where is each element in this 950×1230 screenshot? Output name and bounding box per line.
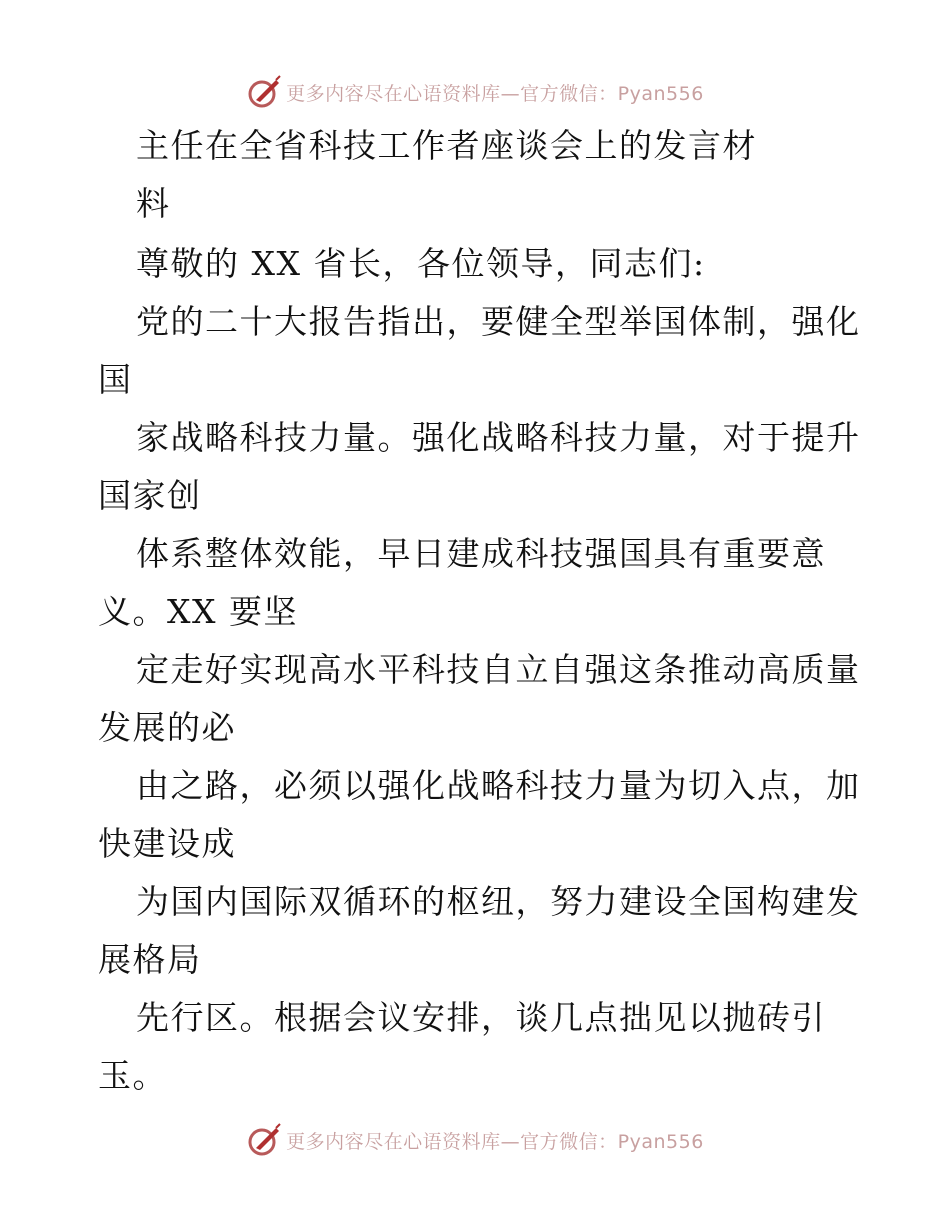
text-line: 发展的必 (98, 708, 236, 747)
text-line: 体系整体效能，早日建成科技强国具有重要意 (136, 534, 826, 573)
watermark-text: 更多内容尽在心语资料库—官方微信：Pyan556 (286, 1130, 704, 1153)
text-line: 定走好实现高水平科技自立自强这条推动高质量 (136, 650, 861, 689)
text-line: 玉。 (98, 1056, 167, 1095)
text-line: 展格局 (98, 940, 202, 979)
header-watermark (0, 72, 950, 112)
text-line: 由之路，必须以强化战略科技力量为切入点，加 (136, 766, 861, 805)
text-line: 家战略科技力量。强化战略科技力量，对于提升 (136, 418, 861, 457)
footer-watermark (0, 1120, 950, 1160)
text-line: 快建设成 (98, 824, 236, 863)
quill-logo-icon (246, 74, 282, 110)
text-line: 国家创 (98, 476, 202, 515)
text-line: 义。XX 要坚 (98, 592, 298, 631)
text-line: 料 (136, 184, 171, 223)
text-line: 先行区。根据会议安排，谈几点拙见以抛砖引 (136, 998, 826, 1037)
watermark-text: 更多内容尽在心语资料库—官方微信：Pyan556 (286, 82, 704, 105)
text-line: 党的二十大报告指出，要健全型举国体制，强化 (136, 302, 861, 341)
text-line: 主任在全省科技工作者座谈会上的发言材 (136, 126, 757, 165)
text-line: 国 (98, 360, 133, 399)
quill-logo-icon (246, 1122, 282, 1158)
text-line: 尊敬的 XX 省长，各位领导，同志们: (136, 244, 706, 283)
text-line: 为国内国际双循环的枢纽，努力建设全国构建发 (136, 882, 861, 921)
